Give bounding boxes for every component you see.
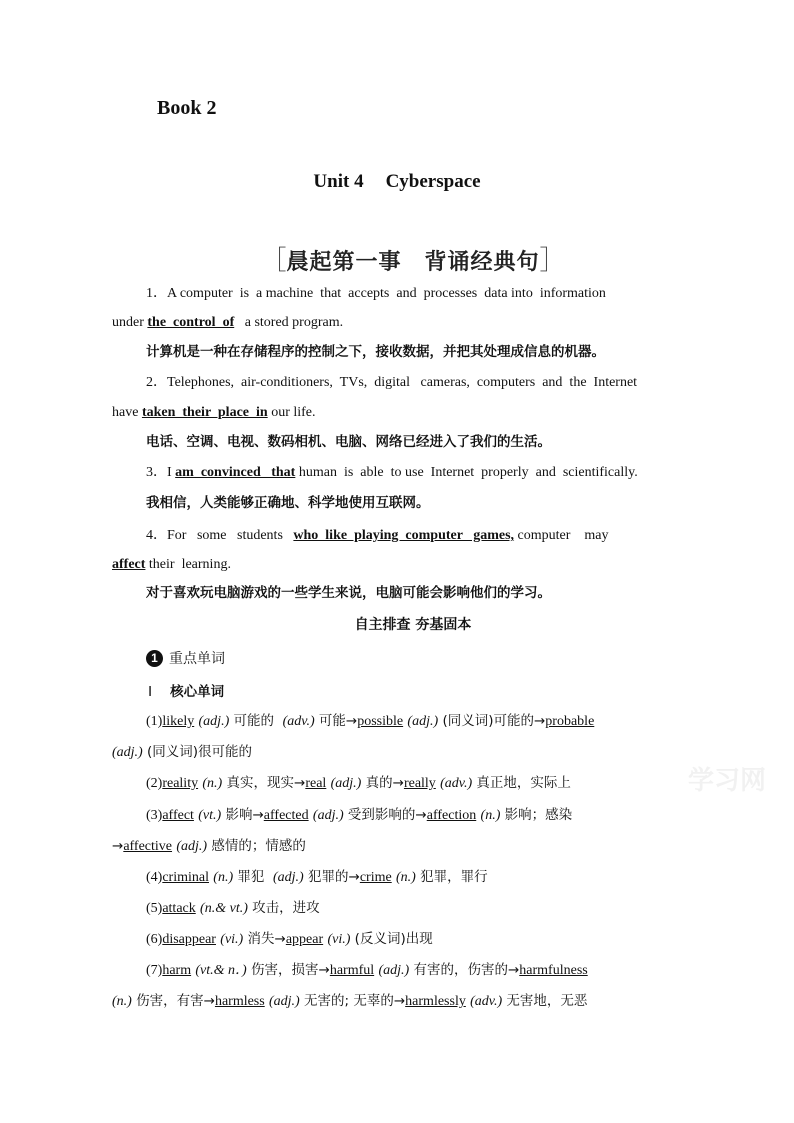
sentence-text: A computer is a machine that accepts and processes data into information xyxy=(167,286,606,301)
pos-tag: (adj.) xyxy=(378,963,410,978)
banner-text: 晨起第一事 背诵经典句 xyxy=(286,250,540,275)
answer-word: harmfulness xyxy=(519,963,588,978)
unit-label: Unit 4 xyxy=(313,171,364,192)
number-badge: 1 xyxy=(146,650,163,667)
meaning: 消失→ xyxy=(247,931,286,947)
subsection-heading xyxy=(148,680,224,701)
answer-word: affection xyxy=(426,808,477,823)
pos-tag: (adv.) xyxy=(282,714,315,729)
pos-tag: (adv.) xyxy=(440,776,473,791)
sentence-number: 2． xyxy=(146,375,167,390)
meaning: 犯罪的→ xyxy=(308,869,360,885)
sentence-text: their learning. xyxy=(145,557,231,572)
meaning: 真实，现实→ xyxy=(226,775,306,791)
sentence-3-translation: 我相信，人类能够正确地、科学地使用互联网。 xyxy=(146,495,430,511)
sentence-3-line-1 xyxy=(146,464,638,482)
word-entry-1-cont xyxy=(112,743,252,762)
sentence-4-translation: 对于喜欢玩电脑游戏的一些学生来说，电脑可能会影响他们的学习。 xyxy=(146,585,551,601)
banner-bracket-right: ］ xyxy=(539,246,566,276)
sentence-text: have xyxy=(112,405,142,420)
entry-number: (2) xyxy=(146,776,163,791)
meaning: (同义词)可能的→ xyxy=(442,713,546,729)
sentence-text: a stored program. xyxy=(234,315,344,330)
meaning: 伤害，有害→ xyxy=(136,993,215,1009)
sentence-number: 3． xyxy=(146,465,167,480)
entry-number: (3) xyxy=(146,808,163,823)
meaning: 可能→ xyxy=(318,713,358,729)
meaning: 罪犯 xyxy=(237,869,265,885)
word-entry-3 xyxy=(146,806,572,825)
word-entry-1 xyxy=(146,712,594,731)
meaning: 影响→ xyxy=(225,807,264,823)
sentence-1-line-2 xyxy=(112,314,343,332)
answer-word: likely xyxy=(162,714,195,729)
answer-phrase: who like playing computer games, xyxy=(293,528,515,543)
sentence-2-line-1 xyxy=(146,374,637,392)
sentence-2-translation: 电话、空调、电视、数码相机、电脑、网络已经进入了我们的生活。 xyxy=(146,434,551,450)
answer-word: affect xyxy=(162,808,194,823)
entry-number: (6) xyxy=(146,932,163,947)
answer-phrase: the control of xyxy=(147,315,235,330)
pos-tag: (adj.) xyxy=(407,714,439,729)
answer-word: real xyxy=(305,776,327,791)
sentence-text: our life. xyxy=(267,405,316,420)
answer-word: criminal xyxy=(162,870,209,885)
answer-word: really xyxy=(403,776,436,791)
entry-number: (5) xyxy=(146,901,163,916)
word-entry-3-cont xyxy=(112,837,306,856)
sentence-2-line-2 xyxy=(112,404,316,422)
sentence-text: Telephones, air-conditioners, TVs, digital cameras, computers and the Internet xyxy=(167,375,638,390)
meaning: (同义词)很可能的 xyxy=(147,744,253,760)
pos-tag: (n.) xyxy=(112,994,132,1009)
roman-numeral: Ⅰ xyxy=(148,685,153,700)
sentence-text: under xyxy=(112,315,148,330)
answer-word: harmless xyxy=(214,994,265,1009)
word-entry-4 xyxy=(146,868,488,887)
entry-number: (4) xyxy=(146,870,163,885)
meaning: 无害地，无恶 xyxy=(506,993,588,1009)
answer-phrase: taken their place in xyxy=(141,405,268,420)
pos-tag: (n.) xyxy=(480,808,501,823)
pos-tag: (adj.) xyxy=(198,714,230,729)
word-entry-7-cont xyxy=(112,992,587,1011)
meaning: 影响；感染 xyxy=(504,807,573,823)
watermark: 学习网 xyxy=(688,766,767,796)
answer-word: harm xyxy=(162,963,192,978)
answer-word: reality xyxy=(162,776,199,791)
pos-tag: (n.& vt.) xyxy=(200,901,248,916)
pos-tag: (n.) xyxy=(396,870,416,885)
pos-tag: (vt.) xyxy=(198,808,222,823)
unit-title xyxy=(0,171,794,193)
arrow: → xyxy=(112,838,124,854)
meaning: 攻击，进攻 xyxy=(252,900,320,916)
meaning: 真的→ xyxy=(365,775,404,791)
pos-tag: (vi.) xyxy=(327,932,351,947)
answer-word: possible xyxy=(357,714,404,729)
pos-tag: (n.) xyxy=(213,870,234,885)
sentence-1-translation: 计算机是一种在存储程序的控制之下，接收数据，并把其处理成信息的机器。 xyxy=(146,344,605,360)
pos-tag: (adv.) xyxy=(470,994,503,1009)
answer-word: crime xyxy=(359,870,392,885)
word-entry-6 xyxy=(146,930,433,949)
sentence-text: human is able to use Internet properly and scientifically. xyxy=(295,465,638,480)
answer-phrase: am convinced that xyxy=(175,465,296,480)
meaning: 犯罪，罪行 xyxy=(420,869,488,885)
pos-tag: (n.) xyxy=(202,776,223,791)
pos-tag: (vt.& n．) xyxy=(195,963,247,978)
pos-tag: (adj.) xyxy=(176,839,208,854)
sentence-4-line-2 xyxy=(112,556,231,574)
meaning: 真正地，实际上 xyxy=(476,775,571,791)
answer-word: affective xyxy=(123,839,173,854)
pos-tag: (vi.) xyxy=(220,932,244,947)
sentence-text: I xyxy=(167,465,176,480)
banner-bracket-left: ［ xyxy=(260,246,287,276)
entry-number: (7) xyxy=(146,963,163,978)
meaning: 感情的；情感的 xyxy=(211,838,306,854)
unit-name: Cyberspace xyxy=(385,171,481,192)
entry-number: (1) xyxy=(146,714,163,729)
pos-tag: (adj.) xyxy=(112,745,143,760)
sentence-1-line-1 xyxy=(146,285,606,303)
meaning: 伤害，损害→ xyxy=(251,962,330,978)
meaning: (反义词)出现 xyxy=(354,931,433,947)
answer-phrase: affect xyxy=(112,557,146,572)
pos-tag: (adj.) xyxy=(269,994,300,1009)
pos-tag: (adj.) xyxy=(273,870,304,885)
answer-word: harmlessly xyxy=(405,994,466,1009)
book-title: Book 2 xyxy=(157,97,217,119)
answer-word: appear xyxy=(285,932,324,947)
pos-tag: (adj.) xyxy=(330,776,362,791)
word-entry-5 xyxy=(146,899,320,918)
section-heading: 自主排查 夯基固本 xyxy=(354,617,472,633)
answer-word: harmful xyxy=(329,963,375,978)
meaning: 有害的，伤害的→ xyxy=(413,962,520,978)
subsection-label: 核心单词 xyxy=(170,684,225,700)
meaning: 可能的 xyxy=(233,713,275,729)
answer-word: attack xyxy=(162,901,196,916)
section-banner xyxy=(0,240,794,277)
answer-word: probable xyxy=(545,714,595,729)
sentence-number: 1． xyxy=(146,286,167,301)
sentence-4-line-1 xyxy=(146,527,609,545)
sentence-text: computer may xyxy=(514,528,609,543)
sentence-text: For some students xyxy=(167,528,294,543)
answer-word: disappear xyxy=(162,932,216,947)
key-words-heading xyxy=(146,648,225,668)
meaning: 无害的; 无辜的→ xyxy=(304,993,406,1009)
sentence-number: 4． xyxy=(146,528,167,543)
answer-word: affected xyxy=(263,808,309,823)
word-entry-2 xyxy=(146,774,571,793)
word-entry-7 xyxy=(146,961,588,980)
badge-label: 重点单词 xyxy=(169,651,225,667)
pos-tag: (adj.) xyxy=(312,808,344,823)
meaning: 受到影响的→ xyxy=(347,807,427,823)
